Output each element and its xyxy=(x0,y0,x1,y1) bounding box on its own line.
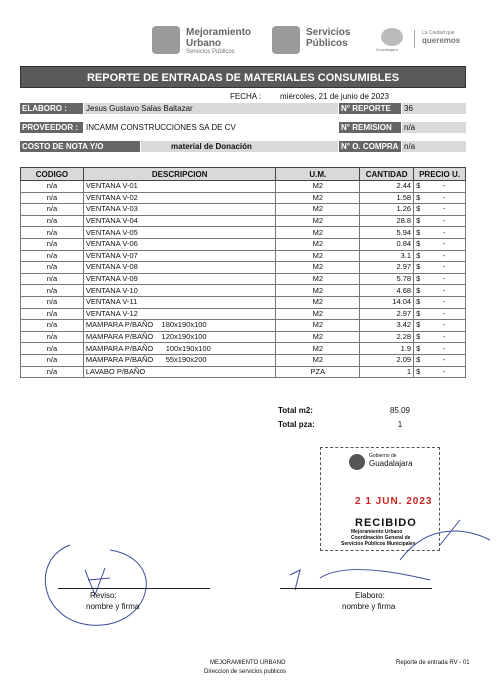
row-um: M2 xyxy=(276,343,360,355)
elaboro-value: Jesus Gustavo Salas Baltazar xyxy=(84,103,338,114)
row-cantidad: 2.97 xyxy=(360,262,414,274)
row-um: M2 xyxy=(276,238,360,250)
ciudad-line: La Ciudad que xyxy=(422,30,455,36)
row-cantidad: 5.94 xyxy=(360,227,414,239)
row-um: M2 xyxy=(276,215,360,227)
reviso-sub: nombre y firma xyxy=(86,602,140,611)
row-um: M2 xyxy=(276,204,360,216)
row-descripcion: VENTANA V-03 xyxy=(83,204,276,216)
row-um: M2 xyxy=(276,262,360,274)
row-currency: $ xyxy=(414,273,424,285)
elaboro-sign-line xyxy=(280,588,432,589)
elaboro-label: Elaboro: xyxy=(355,591,385,600)
row-currency: $ xyxy=(414,331,424,343)
stamp-line2: Coordinación General de xyxy=(351,535,411,541)
row-precio: - xyxy=(424,204,466,216)
reporte-label: N° REPORTE xyxy=(339,103,401,114)
row-um: M2 xyxy=(276,250,360,262)
elaboro-label: ELABORO : xyxy=(20,103,83,114)
costo-label: COSTO DE NOTA Y/O FACTURA xyxy=(20,141,140,152)
row-currency: $ xyxy=(414,296,424,308)
row-descripcion: VENTANA V-09 xyxy=(83,273,276,285)
proveedor-label: PROVEEDOR : xyxy=(20,122,83,133)
row-cantidad: 5.78 xyxy=(360,273,414,285)
row-cantidad: 14.04 xyxy=(360,296,414,308)
stamp-line1: Mejoramiento Urbano xyxy=(351,529,403,535)
col-precio: PRECIO U. xyxy=(414,168,466,181)
row-codigo: n/a xyxy=(21,296,84,308)
col-codigo: CODIGO xyxy=(21,168,84,181)
row-descripcion: MAMPARA P/BAÑO 120x190x100 xyxy=(83,331,276,343)
stamp-city: Guadalajara xyxy=(369,459,413,468)
row-descripcion: VENTANA V-06 xyxy=(83,238,276,250)
row-codigo: n/a xyxy=(21,250,84,262)
row-cantidad: 1.58 xyxy=(360,192,414,204)
urbano-line1: Mejoramiento xyxy=(186,27,252,38)
gdl-label: Guadalajara xyxy=(376,47,398,52)
row-currency: $ xyxy=(414,320,424,332)
col-cantidad: CANTIDAD xyxy=(360,168,414,181)
row-currency: $ xyxy=(414,285,424,297)
row-cantidad: 1 xyxy=(360,366,414,378)
reviso-label: Reviso: xyxy=(90,591,117,600)
footer-line1: MEJORAMIENTO URBANO xyxy=(210,660,286,666)
stamp-recibido: RECIBIDO xyxy=(355,517,417,529)
row-um: M2 xyxy=(276,181,360,193)
row-precio: - xyxy=(424,308,466,320)
row-currency: $ xyxy=(414,181,424,193)
row-codigo: n/a xyxy=(21,366,84,378)
stamp-line3: Servicios Públicos Municipales xyxy=(341,541,416,547)
row-precio: - xyxy=(424,320,466,332)
row-currency: $ xyxy=(414,250,424,262)
report-title: REPORTE DE ENTRADAS DE MATERIALES CONSUMIBLES xyxy=(20,66,466,88)
compra-label: N° O. COMPRA xyxy=(339,141,401,152)
row-codigo: n/a xyxy=(21,262,84,274)
servicios-line1: Servicios xyxy=(306,27,351,38)
row-um: M2 xyxy=(276,320,360,332)
row-precio: - xyxy=(424,227,466,239)
row-codigo: n/a xyxy=(21,273,84,285)
row-precio: - xyxy=(424,192,466,204)
row-currency: $ xyxy=(414,262,424,274)
row-um: M2 xyxy=(276,354,360,366)
row-codigo: n/a xyxy=(21,227,84,239)
row-descripcion: VENTANA V-04 xyxy=(83,215,276,227)
row-descripcion: VENTANA V-05 xyxy=(83,227,276,239)
row-descripcion: VENTANA V-11 xyxy=(83,296,276,308)
row-cantidad: 0.84 xyxy=(360,238,414,250)
reviso-signature-icon xyxy=(45,545,146,625)
costo-value: material de Donación xyxy=(141,141,338,152)
total-pza-label: Total pza: xyxy=(278,420,315,429)
row-um: M2 xyxy=(276,308,360,320)
row-precio: - xyxy=(424,366,466,378)
row-cantidad: 4.68 xyxy=(360,285,414,297)
row-currency: $ xyxy=(414,192,424,204)
row-currency: $ xyxy=(414,343,424,355)
row-precio: - xyxy=(424,181,466,193)
row-um: M2 xyxy=(276,192,360,204)
row-descripcion: VENTANA V-12 xyxy=(83,308,276,320)
row-um: M2 xyxy=(276,331,360,343)
row-descripcion: LAVABO P/BAÑO xyxy=(83,366,276,378)
elaboro-signature-icon xyxy=(290,520,490,590)
row-um: M2 xyxy=(276,227,360,239)
proveedor-value: INCAMM CONSTRUCCIONES SA DE CV xyxy=(86,123,236,132)
row-currency: $ xyxy=(414,204,424,216)
row-descripcion: VENTANA V-07 xyxy=(83,250,276,262)
row-precio: - xyxy=(424,343,466,355)
row-descripcion: VENTANA V-10 xyxy=(83,285,276,297)
queremos-line: queremos xyxy=(422,36,461,45)
footer-right: Reporte de entrada RV - 01 xyxy=(396,660,470,666)
row-codigo: n/a xyxy=(21,320,84,332)
row-codigo: n/a xyxy=(21,331,84,343)
row-codigo: n/a xyxy=(21,215,84,227)
row-cantidad: 1.26 xyxy=(360,204,414,216)
row-codigo: n/a xyxy=(21,181,84,193)
row-um: M2 xyxy=(276,296,360,308)
servicios-line2: Públicos xyxy=(306,38,348,49)
elaboro-sub: nombre y firma xyxy=(342,602,396,611)
row-codigo: n/a xyxy=(21,343,84,355)
row-precio: - xyxy=(424,331,466,343)
row-currency: $ xyxy=(414,238,424,250)
row-descripcion: MAMPARA P/BAÑO 100x190x100 xyxy=(83,343,276,355)
row-codigo: n/a xyxy=(21,285,84,297)
row-cantidad: 28.8 xyxy=(360,215,414,227)
row-um: PZA xyxy=(276,366,360,378)
row-codigo: n/a xyxy=(21,204,84,216)
row-descripcion: MAMPARA P/BAÑO 55x190x200 xyxy=(83,354,276,366)
row-cantidad: 2.28 xyxy=(360,331,414,343)
total-m2-label: Total m2: xyxy=(278,406,313,415)
remision-label: N° REMISION xyxy=(339,122,401,133)
reporte-value: 36 xyxy=(402,103,466,114)
row-cantidad: 3.42 xyxy=(360,320,414,332)
row-um: M2 xyxy=(276,273,360,285)
stamp-gobierno: Gobierno de xyxy=(369,453,397,459)
row-codigo: n/a xyxy=(21,354,84,366)
row-currency: $ xyxy=(414,354,424,366)
row-precio: - xyxy=(424,354,466,366)
row-descripcion: VENTANA V-01 xyxy=(83,181,276,193)
row-cantidad: 2.09 xyxy=(360,354,414,366)
fecha-value: miércoles, 21 de junio de 2023 xyxy=(280,92,389,101)
row-cantidad: 2.97 xyxy=(360,308,414,320)
row-precio: - xyxy=(424,296,466,308)
row-precio: - xyxy=(424,238,466,250)
row-descripcion: MAMPARA P/BAÑO 180x190x100 xyxy=(83,320,276,332)
row-cantidad: 1.9 xyxy=(360,343,414,355)
row-precio: - xyxy=(424,215,466,227)
row-cantidad: 2.44 xyxy=(360,181,414,193)
row-currency: $ xyxy=(414,227,424,239)
compra-value: n/a xyxy=(402,141,466,152)
col-um: U.M. xyxy=(276,168,360,181)
row-codigo: n/a xyxy=(21,308,84,320)
reviso-sign-line xyxy=(58,588,210,589)
remision-value: n/a xyxy=(402,122,466,133)
row-precio: - xyxy=(424,262,466,274)
row-precio: - xyxy=(424,285,466,297)
row-codigo: n/a xyxy=(21,192,84,204)
footer-line2: Direccion de servicios publicos xyxy=(204,669,287,675)
col-descripcion: DESCRIPCION xyxy=(83,168,276,181)
row-um: M2 xyxy=(276,285,360,297)
urbano-line2: Urbano xyxy=(186,38,221,49)
row-currency: $ xyxy=(414,215,424,227)
row-precio: - xyxy=(424,273,466,285)
row-precio: - xyxy=(424,250,466,262)
row-currency: $ xyxy=(414,308,424,320)
total-pza-value: 1 xyxy=(397,420,403,429)
row-currency: $ xyxy=(414,366,424,378)
stamp-date: 2 1 JUN. 2023 xyxy=(355,496,433,507)
row-cantidad: 3.1 xyxy=(360,250,414,262)
fecha-label: FECHA : xyxy=(230,92,262,101)
urbano-sub: Servicios Públicos xyxy=(186,49,235,55)
row-descripcion: VENTANA V-02 xyxy=(83,192,276,204)
total-m2-value: 85.09 xyxy=(389,406,411,415)
row-descripcion: VENTANA V-08 xyxy=(83,262,276,274)
row-codigo: n/a xyxy=(21,238,84,250)
